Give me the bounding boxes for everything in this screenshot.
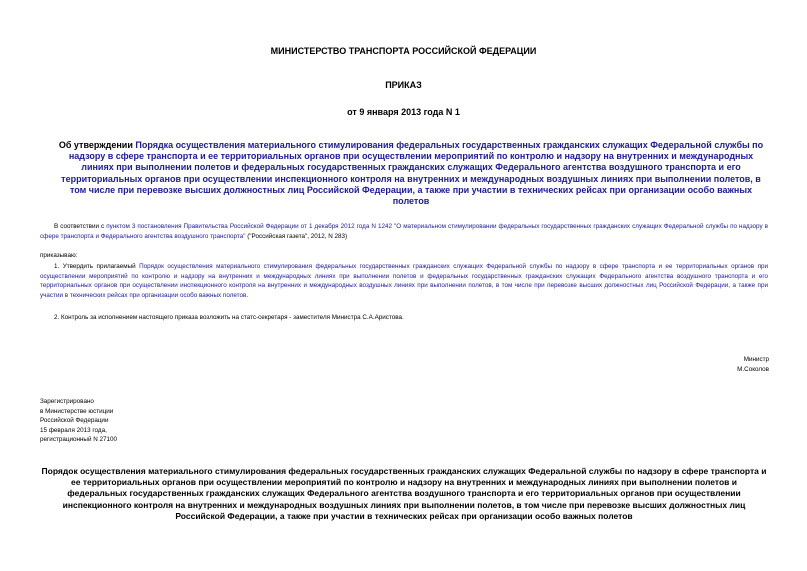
item1-suffix: . <box>246 291 249 299</box>
basis-prefix: В соответствии с <box>54 223 107 230</box>
signature-position: Министр <box>743 356 769 363</box>
basis-paragraph <box>40 222 768 241</box>
ministry-heading: МИНИСТЕРСТВО ТРАНСПОРТА РОССИЙСКОЙ ФЕДЕРАЦИИ <box>270 46 537 56</box>
basis-decree-link[interactable]: пунктом 3 постановления Правительства Российской Федерации от 1 декабря 2012 года N 1242 "О материальном стимулировании федеральных государственных гражданских служащих Федеральной службы по надзору в сфере транспорта и Федерального агентства воздушного транспорта" <box>40 223 769 240</box>
order-item-2: 2. Контроль за исполнением настоящего приказа возложить на статс-секретаря - заместителя Министра С.А.Аристова. <box>54 314 404 321</box>
signature-name: М.Соколов <box>737 366 769 373</box>
order-item-1 <box>40 262 768 300</box>
approval-prefix: Об утверждении <box>58 140 136 150</box>
registration-block <box>40 397 117 445</box>
order-date-number: от 9 января 2013 года N 1 <box>347 107 460 117</box>
approval-procedure-link[interactable]: Порядка осуществления материального стимулирования федеральных государственных гражданских служащих Федеральной службы по надзору в сфере транспорта и ее территориальных органов при осуществлении мероприятий по контролю и надзору на внутренних и международных линиях при выполнении полетов и федеральных государственных гражданских служащих Федерального агентства воздушного транспорта и его территориальных органов при осуществлении инспекционного контроля на внутренних и международных воздушных линиях при выполнении полетов, в том числе при перевозке высших должностных лиц Российской Федерации, а также при участии в технических рейсах при организации особо важных полетов <box>61 140 764 207</box>
basis-suffix: ("Российская газета", 2012, N 283) <box>245 232 348 240</box>
procedure-title: Порядок осуществления материального стимулирования федеральных государственных гражданских служащих Федеральной службы по надзору в сфере транспорта и ее территориальных органов при осуществлении мероприятий по контролю и надзору на внутренних и международных линиях при выполнении полетов и федеральных государственных гражданских служащих Федерального агентства воздушного транспорта и его территориальных органов при осуществлении инспекционного контроля на внутренних и международных воздушных линиях при выполнении полетов, в том числе при перевозке высших должностных лиц Российской Федерации, а также при участии в технических рейсах при организации особо важных полетов <box>41 466 767 521</box>
registration-line-3: Российской Федерации <box>40 417 109 425</box>
approval-title <box>52 140 770 207</box>
registration-line-4: 15 февраля 2013 года, <box>40 426 107 434</box>
registration-line-1: Зарегистрировано <box>40 398 94 405</box>
registration-line-5: регистрационный N 27100 <box>40 436 118 444</box>
item1-prefix: 1. Утвердить прилагаемый <box>54 263 140 270</box>
signature-block <box>737 355 769 375</box>
orders-word: приказываю: <box>40 252 78 259</box>
item1-procedure-link[interactable]: Порядок осуществления материального стимулирования федеральных государственных гражданских служащих Федеральной службы по надзору в сфере транспорта и ее территориальных органов при осуществлении мероприятий по контролю и надзору на внутренних и международных линиях при выполнении полетов и федеральных государственных гражданских служащих Федерального агентства воздушного транспорта и его территориальных органов при осуществлении инспекционного контроля на внутренних и международных воздушных линиях при выполнении полетов, в том числе при перевозке высших должностных лиц Российской Федерации, а также при участии в технических рейсах при организации особо важных полетов <box>40 263 768 299</box>
doc-type-heading: ПРИКАЗ <box>385 80 422 90</box>
registration-line-2: в Министерстве юстиции <box>40 407 114 415</box>
